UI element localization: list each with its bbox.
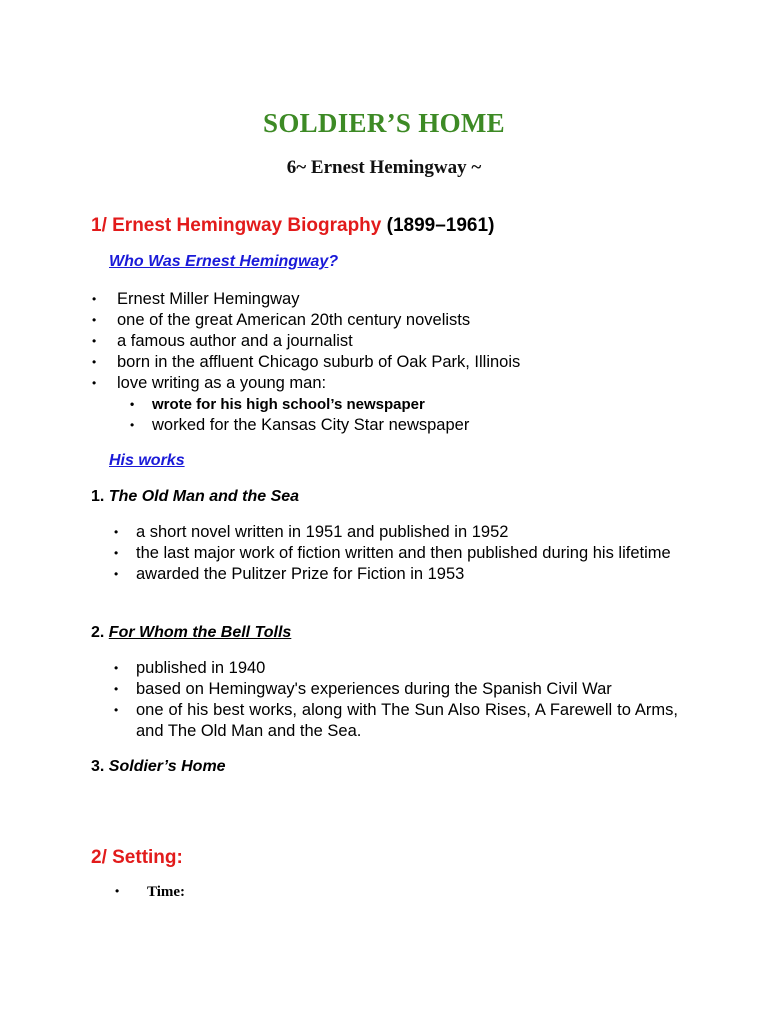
work-point: • a short novel written in 1951 and published in 1952 — [136, 522, 678, 543]
bio-sub-item: • worked for the Kansas City Star newspaper — [152, 415, 672, 436]
work-point: • awarded the Pulitzer Prize for Fiction in 1953 — [136, 564, 678, 585]
bio-sub-list — [152, 394, 672, 436]
work-2-title: For Whom the Bell Tolls — [108, 624, 292, 641]
bio-item: • born in the affluent Chicago suburb of Oak Park, Illinois — [117, 352, 687, 373]
bio-item: • a famous author and a journalist — [117, 331, 687, 352]
work-1-heading — [91, 488, 299, 506]
work-point: • the last major work of fiction written and then published during his lifetime — [136, 543, 678, 564]
section-1-heading — [91, 215, 494, 237]
work-1-title: The Old Man and the Sea — [108, 488, 300, 505]
work-3-heading — [91, 758, 226, 776]
section-1-years: (1899–1961) — [386, 215, 495, 236]
work-1-points — [136, 522, 678, 585]
work-3-number: 3. — [91, 758, 105, 775]
who-was-link[interactable] — [109, 253, 338, 271]
setting-time-label: Time: — [147, 884, 186, 900]
bio-item: • Ernest Miller Hemingway — [117, 289, 687, 310]
work-point: • based on Hemingway's experiences during the Spanish Civil War — [136, 679, 678, 700]
work-2-heading — [91, 624, 291, 642]
section-2-heading — [91, 847, 183, 869]
work-3-title: Soldier’s Home — [108, 758, 226, 775]
his-works-link[interactable] — [109, 452, 185, 470]
work-2-points — [136, 658, 678, 742]
bio-item: • love writing as a young man: — [117, 373, 687, 394]
section-1-title: 1/ Ernest Hemingway Biography — [91, 215, 382, 236]
bio-sub-item: • wrote for his high school’s newspaper — [152, 394, 672, 415]
section-2-title: 2/ Setting: — [91, 847, 183, 868]
bio-item: • one of the great American 20th century novelists — [117, 310, 687, 331]
document-title: SOLDIER’S HOME — [263, 108, 505, 138]
who-was-question-mark: ? — [328, 253, 339, 270]
work-point: • published in 1940 — [136, 658, 678, 679]
work-point: • one of his best works, along with The Sun Also Rises, A Farewell to Arms, and The Old Man and the Sea. — [136, 700, 678, 742]
who-was-link-text[interactable]: Who Was Ernest Hemingway — [109, 253, 329, 270]
document-subtitle: 6~ Ernest Hemingway ~ — [286, 157, 482, 178]
work-2-number: 2. — [91, 624, 105, 641]
work-1-number: 1. — [91, 488, 105, 505]
his-works-link-text[interactable]: His works — [109, 452, 185, 469]
bio-list — [117, 289, 687, 394]
bullet-icon: • — [115, 884, 120, 898]
